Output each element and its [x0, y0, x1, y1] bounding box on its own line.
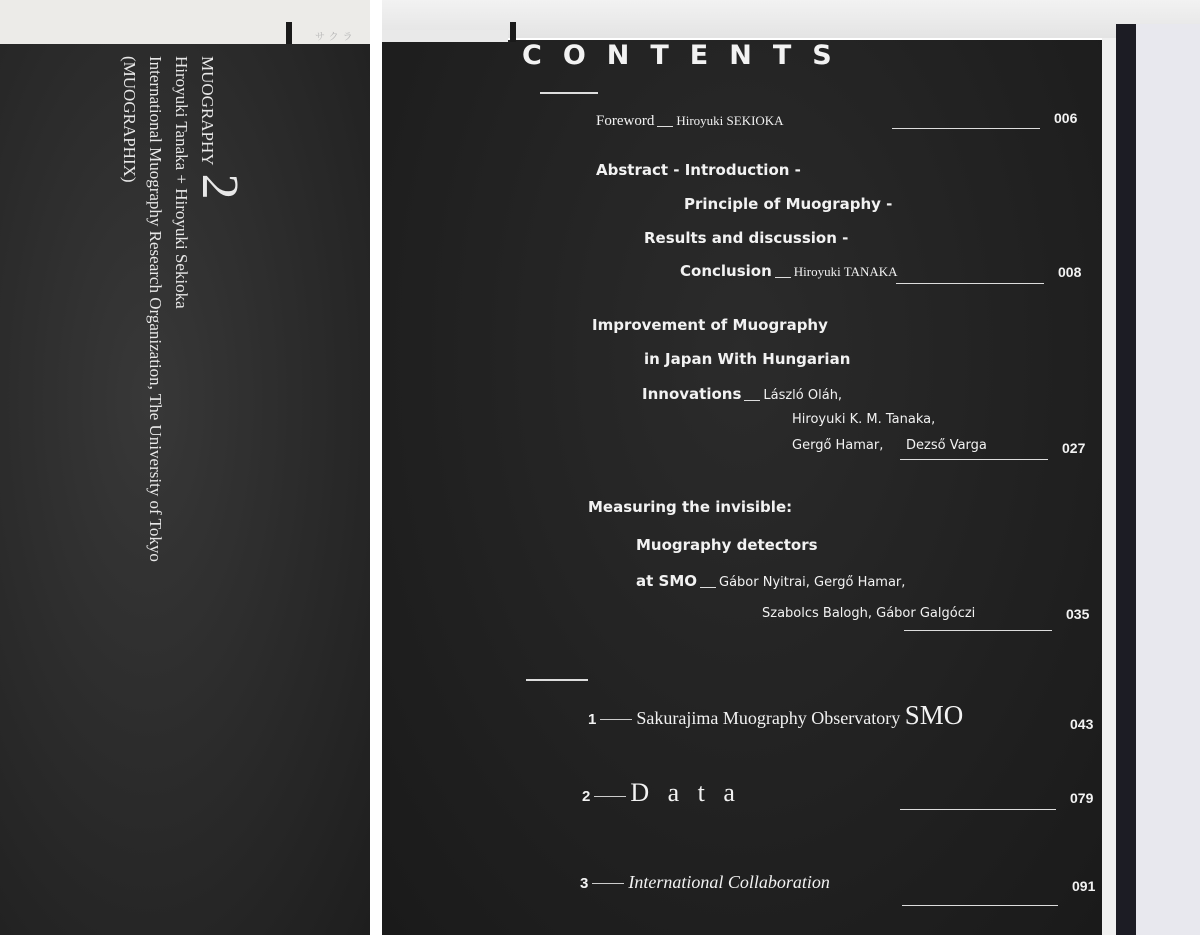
paper2-line2: in Japan With Hungarian — [644, 350, 851, 368]
section1-suffix: SMO — [904, 700, 964, 730]
section2-dash — [594, 796, 626, 797]
paper1-line1: Abstract - Introduction - — [596, 161, 801, 179]
foreword-entry — [596, 112, 784, 130]
paper3-rule — [904, 630, 1052, 631]
paper2-author3: Gergő Hamar, — [792, 438, 884, 453]
foreword-author: Hiroyuki SEKIOKA — [676, 113, 784, 128]
sections-rule — [526, 679, 588, 681]
section3-title: International Collaboration — [628, 872, 830, 892]
section3-rule — [902, 905, 1058, 906]
paper1-rule — [896, 283, 1044, 284]
section1-entry — [588, 700, 963, 731]
foreword-dash — [657, 126, 673, 127]
foreword-title: Foreword — [596, 113, 655, 129]
spine-authors: Hiroyuki Tanaka + Hiroyuki Sekioka — [172, 56, 191, 309]
section3-dash — [592, 883, 624, 884]
section1-number: 1 — [588, 711, 597, 728]
section1-title: Sakurajima Muography Observatory — [636, 708, 901, 728]
contents-notch — [382, 30, 508, 42]
foreword-page: 006 — [1054, 110, 1078, 126]
paper3-line1: Measuring the invisible: — [588, 498, 793, 516]
paper3-author1: Gábor Nyitrai, Gergő Hamar, — [719, 575, 906, 590]
paper3-author2: Szabolcs Balogh, Gábor Galgóczi — [762, 606, 976, 621]
paper2-line3: Innovations — [642, 385, 742, 403]
section1-page: 043 — [1070, 716, 1094, 732]
section3-entry — [580, 872, 830, 893]
paper2-dash — [744, 400, 760, 401]
foreword-rule — [892, 128, 1040, 129]
paper2-innovations-row — [642, 385, 842, 404]
paper1-line2: Principle of Muography - — [684, 195, 893, 213]
heading-rule — [540, 92, 598, 94]
section2-title: D a t a — [630, 778, 741, 807]
paper3-smo-row — [636, 572, 905, 591]
spine-bookmark-tab — [286, 22, 292, 46]
spine-title: MUOGRAPHY — [198, 56, 217, 166]
paper1-conclusion-row — [680, 262, 898, 281]
spine-abbreviation: (MUOGRAPHIX) — [120, 56, 139, 183]
page-edge-light — [1102, 38, 1116, 935]
contents-page — [382, 0, 1200, 935]
paper2-author1: László Oláh, — [763, 388, 843, 403]
section2-entry — [582, 778, 741, 808]
section2-rule — [900, 809, 1056, 810]
section3-number: 3 — [580, 875, 589, 892]
spine-organization: International Muography Research Organization, The University of Tokyo — [146, 56, 165, 562]
paper2-author4: Dezső Varga — [906, 438, 987, 453]
paper3-line2: Muography detectors — [636, 536, 818, 554]
section2-number: 2 — [582, 788, 591, 805]
spine-title-row — [191, 56, 248, 916]
spine-kana-text: サクラ — [315, 32, 357, 43]
paper1-line3: Results and discussion - — [644, 229, 849, 247]
paper2-page: 027 — [1062, 440, 1086, 456]
section1-dash — [600, 719, 632, 720]
paper1-page: 008 — [1058, 264, 1082, 280]
contents-tab — [510, 22, 516, 42]
photo-divider — [370, 0, 382, 935]
spine-volume-number: 2 — [191, 173, 248, 200]
paper3-page: 035 — [1066, 606, 1090, 622]
section3-page: 091 — [1072, 878, 1096, 894]
page-edge-dark — [1116, 24, 1136, 935]
paper1-dash — [775, 277, 791, 278]
paper2-author2: Hiroyuki K. M. Tanaka, — [792, 412, 936, 427]
paper3-dash — [700, 587, 716, 588]
paper2-rule — [900, 459, 1048, 460]
paper1-line4: Conclusion — [680, 262, 772, 280]
paper3-line3: at SMO — [636, 572, 697, 590]
spine-text-block — [116, 56, 248, 916]
contents-heading: CONTENTS — [522, 40, 853, 71]
paper1-author: Hiroyuki TANAKA — [793, 264, 898, 279]
section2-page: 079 — [1070, 790, 1094, 806]
page-edge-background — [1136, 24, 1200, 935]
paper2-line1: Improvement of Muography — [592, 316, 828, 334]
